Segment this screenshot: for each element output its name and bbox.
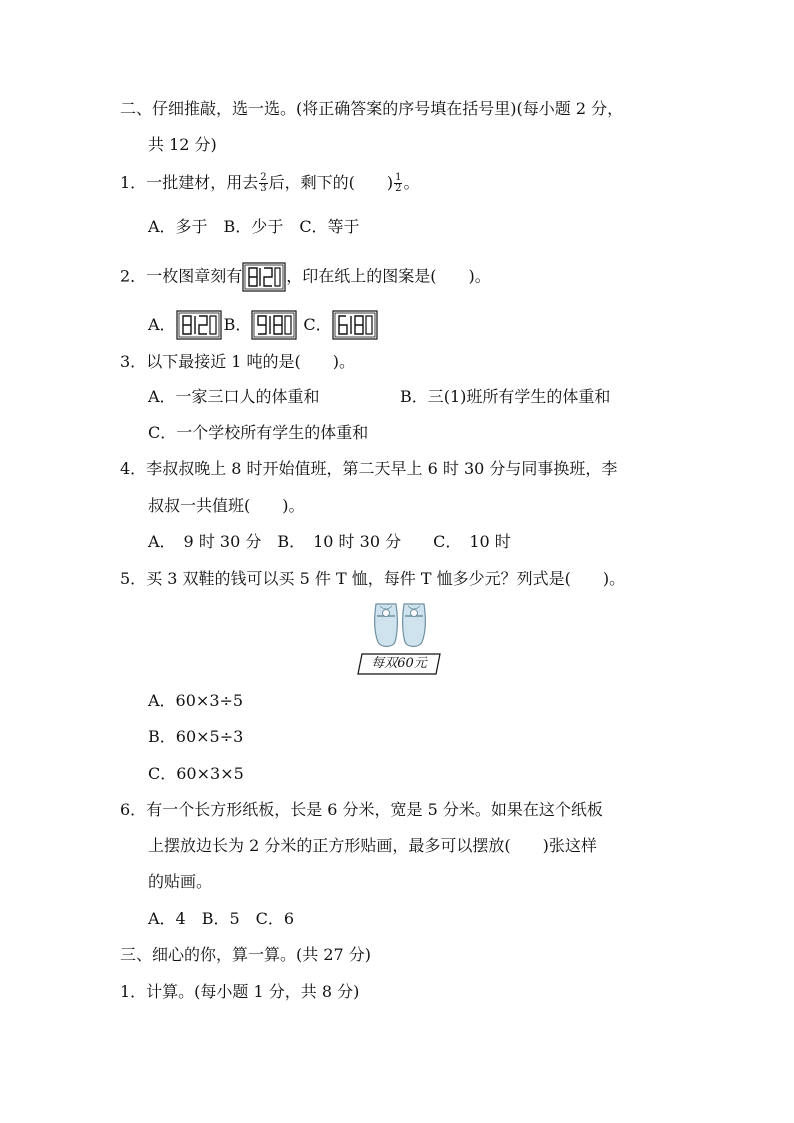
stamp-option-c-icon	[332, 310, 378, 340]
question-4-options: A． 9 时 30 分 B． 10 时 30 分 C． 10 时	[148, 532, 511, 551]
question-5-option-b: B．60×5÷3	[148, 727, 244, 746]
question-text: 以下最接近 1 吨的是( )。	[146, 352, 356, 371]
question-text: 后，剩下的( )	[268, 173, 394, 192]
shoes-icon	[368, 598, 432, 650]
question-5-option-a: A．60×3÷5	[148, 691, 244, 710]
stamp-option-a-icon	[176, 310, 222, 340]
question-3-option-a: A．一家三口人的体重和	[148, 387, 320, 406]
question-2	[120, 262, 491, 292]
question-3-option-b: B．三(1)班所有学生的体重和	[400, 387, 611, 406]
question-text: 李叔叔晚上 8 时开始值班，第二天早上 6 时 30 分与同事换班，李	[146, 459, 618, 478]
question-text: ，印在纸上的图案是( )。	[286, 266, 491, 286]
question-1: 1．一批建材，用去 $\frac{2}{3}$ 后，剩下的( ) $\frac{1}{2}$ 。	[120, 172, 420, 194]
price-tag	[356, 652, 442, 676]
question-4-text-cont: 叔叔一共值班( )。	[148, 496, 305, 515]
question-text: 有一个长方形纸板，长是 6 分米，宽是 5 分米。如果在这个纸板	[146, 800, 603, 819]
question-6-text-cont2: 的贴画。	[148, 872, 213, 891]
question-3-option-c: C．一个学校所有学生的体重和	[148, 423, 369, 442]
section-3-title: 三、细心的你，算一算。(共 27 分)	[120, 945, 372, 964]
question-1-options: A．多于 B．少于 C．等于	[148, 217, 360, 236]
question-4	[120, 458, 617, 480]
question-number: 3．	[120, 352, 147, 371]
question-number: 4．	[120, 459, 147, 478]
stamp-pattern-icon	[242, 262, 286, 292]
question-number: 6．	[120, 800, 147, 819]
section-2-title-cont: 共 12 分)	[148, 135, 217, 154]
question-6-options: A．4 B．5 C．6	[148, 909, 295, 928]
question-number: 1．	[120, 173, 147, 192]
stamp-option-b-icon	[251, 310, 297, 340]
question-5	[120, 568, 625, 590]
price-tag-text: 每双60元	[371, 656, 427, 671]
question-text: 一枚图章刻有	[146, 266, 243, 286]
question-6	[120, 799, 603, 821]
question-2-options: A． B． C．	[148, 310, 378, 340]
section-3-subtitle: 1．计算。(每小题 1 分，共 8 分)	[120, 982, 360, 1001]
section-2-title: 二、仔细推敲，选一选。(将正确答案的序号填在括号里)(每小题 2 分，	[120, 99, 624, 118]
question-text: 一批建材，用去	[146, 173, 259, 192]
question-number: 2．	[120, 266, 147, 286]
question-3	[120, 351, 355, 373]
question-5-option-c: C．60×3×5	[148, 764, 244, 783]
fraction-one-half: $\frac{1}{2}$	[395, 172, 402, 194]
question-text: 买 3 双鞋的钱可以买 5 件 T 恤，每件 T 恤多少元？列式是( )。	[146, 569, 626, 588]
question-number: 5．	[120, 569, 147, 588]
fraction-two-thirds: $\frac{2}{3}$	[260, 172, 267, 194]
question-6-text-cont: 上摆放边长为 2 分米的正方形贴画，最多可以摆放( )张这样	[148, 836, 597, 855]
